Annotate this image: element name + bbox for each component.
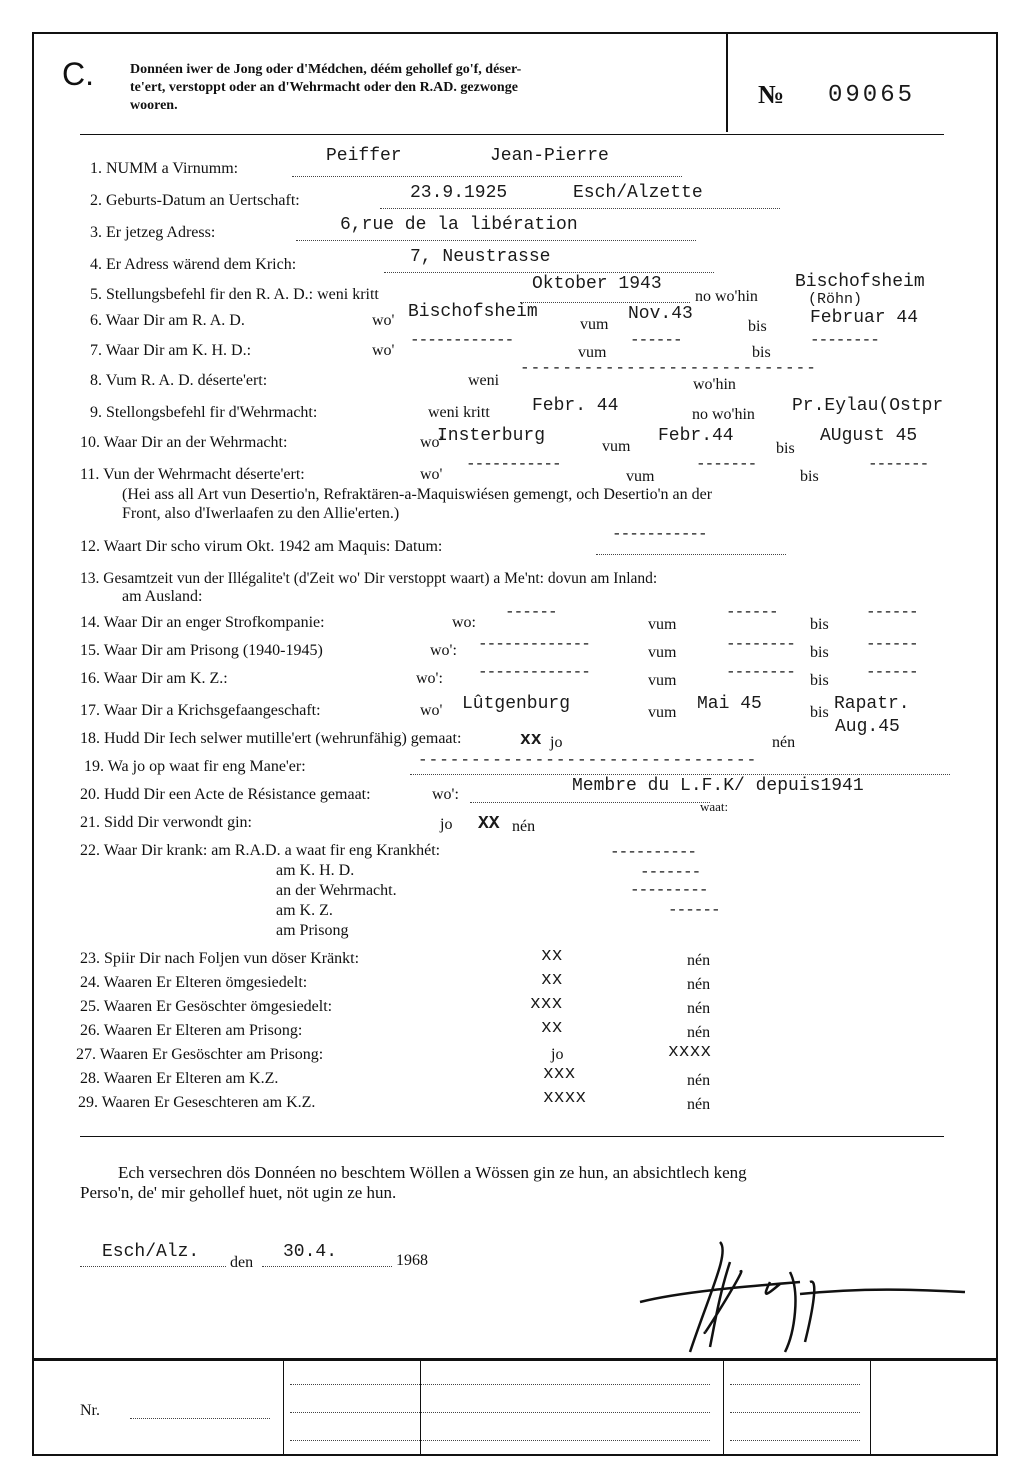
rule-line bbox=[870, 1360, 871, 1456]
rad-place: Bischofsheim bbox=[408, 302, 538, 322]
row13-label-2: am Ausland: bbox=[122, 588, 203, 605]
dotted-line bbox=[296, 240, 696, 241]
row11-where: ----------- bbox=[466, 455, 561, 473]
row7-wo: wo' bbox=[372, 342, 395, 359]
row27-nen: xxxx bbox=[668, 1042, 712, 1062]
row7-vum: vum bbox=[578, 344, 607, 361]
row21-nen: nén bbox=[512, 818, 536, 835]
row14-vum: vum bbox=[648, 616, 677, 633]
header-title-2: te'ert, verstoppt oder an d'Wehrmacht oder den R.AD. gezwonge bbox=[130, 80, 518, 95]
sign-year: 1968 bbox=[396, 1252, 428, 1269]
row7-from: ------ bbox=[630, 331, 682, 349]
resistance-value: Membre du L.F.K/ depuis1941 bbox=[572, 776, 864, 796]
row16-wo: wo': bbox=[416, 670, 443, 687]
row12-value: ----------- bbox=[612, 525, 707, 543]
row8-weni: weni bbox=[468, 372, 500, 389]
row28-nen: nén bbox=[687, 1072, 711, 1089]
row22-label: 22. Waar Dir krank: am R.A.D. a waat fir eng Krankhét: bbox=[80, 842, 441, 859]
row19-label: 19. Wa jo op waat fir eng Mane'er: bbox=[84, 758, 306, 775]
row17-label: 17. Waar Dir a Krichsgefaangeschaft: bbox=[80, 702, 321, 719]
form-number: 09065 bbox=[828, 82, 916, 109]
row28-jo: xxx bbox=[543, 1064, 576, 1084]
row16-vum: vum bbox=[648, 672, 677, 689]
row7-bis: bis bbox=[752, 344, 771, 361]
firstname-value: Jean-Pierre bbox=[490, 146, 609, 166]
row10-bis: bis bbox=[776, 440, 795, 457]
row11-note-2: Front, also d'Iwerlaafen zu den Allie'erten.) bbox=[122, 505, 400, 522]
row22-sub-kz: am K. Z. bbox=[276, 902, 333, 919]
row17-vum: vum bbox=[648, 704, 677, 721]
row6-wo: wo' bbox=[372, 312, 395, 329]
pow-place: Lûtgenburg bbox=[462, 694, 571, 714]
row6-bis: bis bbox=[748, 318, 767, 335]
row23-label: 23. Spiir Dir nach Foljen vun döser Kränkt: bbox=[80, 950, 360, 967]
dotted-line bbox=[290, 1412, 710, 1413]
row18-jo: jo bbox=[550, 734, 563, 751]
row17-bis: bis bbox=[810, 704, 829, 721]
dotted-line bbox=[410, 774, 950, 775]
row27-jo: jo bbox=[551, 1046, 564, 1063]
row14-to: ------ bbox=[866, 603, 918, 621]
rad-to: Februar 44 bbox=[810, 308, 919, 328]
surname-value: Peiffer bbox=[326, 146, 402, 166]
row18-nen: nén bbox=[772, 734, 796, 751]
current-address-value: 6,rue de la libération bbox=[340, 215, 578, 235]
row10-vum: vum bbox=[602, 438, 631, 455]
rad-from: Nov.43 bbox=[628, 304, 693, 324]
dotted-line bbox=[130, 1418, 270, 1419]
rule-line bbox=[723, 1360, 724, 1456]
dotted-line bbox=[292, 176, 682, 177]
row5-label: 5. Stellungsbefehl fir den R. A. D.: weni kritt bbox=[90, 286, 379, 303]
row16-bis: bis bbox=[810, 672, 829, 689]
row22-value-wehrmacht: --------- bbox=[630, 881, 708, 899]
header-rule bbox=[80, 134, 944, 135]
pow-from: Mai 45 bbox=[697, 694, 762, 714]
row15-wo: wo': bbox=[430, 642, 457, 659]
row16-label: 16. Waar Dir am K. Z.: bbox=[80, 670, 228, 687]
wehrmacht-place: Insterburg bbox=[437, 426, 546, 446]
row11-vum: vum bbox=[626, 468, 655, 485]
row17-wo: wo' bbox=[420, 702, 443, 719]
row22-value-khd: ------- bbox=[640, 863, 701, 881]
row22-value-kz: ------ bbox=[668, 901, 720, 919]
dotted-line bbox=[80, 1266, 226, 1267]
row21-mark: XX bbox=[478, 814, 500, 834]
dotted-line bbox=[290, 1384, 710, 1385]
row24-label: 24. Waaren Er Elteren ömgesiedelt: bbox=[80, 974, 308, 991]
row27-label: 27. Waaren Er Gesöschter am Prisong: bbox=[76, 1046, 324, 1063]
row26-jo: xx bbox=[541, 1018, 563, 1038]
row15-label: 15. Waar Dir am Prisong (1940-1945) bbox=[80, 642, 323, 659]
row19-value: -------------------------------- bbox=[418, 751, 758, 769]
number-sign: № bbox=[758, 80, 785, 109]
row18-mark: xx bbox=[520, 730, 542, 750]
row25-jo: xxx bbox=[530, 994, 563, 1014]
header-title-3: wooren. bbox=[130, 98, 178, 113]
dotted-line bbox=[730, 1384, 860, 1385]
row20-waat: waat: bbox=[700, 799, 729, 814]
rad-order-date: Oktober 1943 bbox=[532, 274, 662, 294]
row15-to: ------ bbox=[866, 635, 918, 653]
row10-label: 10. Waar Dir an der Wehrmacht: bbox=[80, 434, 288, 451]
row26-nen: nén bbox=[687, 1024, 711, 1041]
row15-vum: vum bbox=[648, 644, 677, 661]
rule-line bbox=[420, 1360, 421, 1456]
row23-nen: nén bbox=[687, 952, 711, 969]
dotted-line bbox=[290, 1440, 710, 1441]
row29-jo: xxxx bbox=[543, 1088, 587, 1108]
row9-wohin: no wo'hin bbox=[692, 406, 755, 423]
dotted-line bbox=[730, 1440, 860, 1441]
section-letter: C. bbox=[62, 56, 94, 92]
row20-label: 20. Hudd Dir een Acte de Résistance gemaat: bbox=[80, 786, 371, 803]
row7-where: ------------ bbox=[410, 331, 514, 349]
row8-label: 8. Vum R. A. D. déserte'ert: bbox=[90, 372, 268, 389]
row14-label: 14. Waar Dir an enger Strofkompanie: bbox=[80, 614, 325, 631]
dotted-line bbox=[384, 272, 714, 273]
row11-from: ------- bbox=[696, 455, 757, 473]
wehrmacht-from: Febr.44 bbox=[658, 426, 734, 446]
sign-place: Esch/Alz. bbox=[102, 1242, 200, 1262]
dotted-line bbox=[596, 554, 786, 555]
row29-label: 29. Waaren Er Geseschteren am K.Z. bbox=[78, 1094, 316, 1111]
row28-label: 28. Waaren Er Elteren am K.Z. bbox=[80, 1070, 279, 1087]
header-divider bbox=[726, 34, 728, 132]
row24-jo: xx bbox=[541, 970, 563, 990]
signature bbox=[620, 1232, 970, 1362]
pow-to: Rapatr. bbox=[834, 694, 910, 714]
row7-label: 7. Waar Dir am K. H. D.: bbox=[90, 342, 252, 359]
row20-wo: wo': bbox=[432, 786, 459, 803]
row7-to: -------- bbox=[810, 331, 879, 349]
row11-note-1: (Hei ass all Art vun Desertio'n, Refraktären-a-Maquiswiésen gemengt, och Desertio'n an der bbox=[122, 486, 713, 503]
row16-to: ------ bbox=[866, 663, 918, 681]
row3-label: 3. Er jetzeg Adress: bbox=[90, 224, 216, 241]
row22-value-rad: ---------- bbox=[610, 843, 697, 861]
row24-nen: nén bbox=[687, 976, 711, 993]
row23-jo: xx bbox=[541, 946, 563, 966]
row9-label: 9. Stellongsbefehl fir d'Wehrmacht: bbox=[90, 404, 318, 421]
rad-order-place: Bischofsheim bbox=[795, 272, 925, 292]
declaration-line-2: Perso'n, de' mir gehollef huet, nöt ugin ze hun. bbox=[80, 1183, 397, 1202]
row15-from: -------- bbox=[726, 635, 795, 653]
row8-wohin: wo'hin bbox=[693, 376, 736, 393]
row14-where: ------ bbox=[505, 603, 557, 621]
wehrmacht-order-place: Pr.Eylau(Ostpr bbox=[792, 396, 944, 416]
rule-line bbox=[283, 1360, 284, 1456]
pow-to-2: Aug.45 bbox=[835, 717, 900, 737]
row11-label: 11. Vun der Wehrmacht déserte'ert: bbox=[80, 466, 305, 483]
row16-where: ------------- bbox=[478, 663, 590, 681]
war-address-value: 7, Neustrasse bbox=[410, 247, 551, 267]
row1-label: 1. NUMM a Virnumm: bbox=[90, 160, 239, 177]
row14-from: ------ bbox=[726, 603, 778, 621]
header-title-1: Donnéen iwer de Jong oder d'Médchen, déém gehollef go'f, déser- bbox=[130, 62, 522, 77]
footer-rule bbox=[34, 1358, 996, 1361]
row6-vum: vum bbox=[580, 316, 609, 333]
row25-label: 25. Waaren Er Gesöschter ömgesiedelt: bbox=[80, 998, 333, 1015]
row9-weni: weni kritt bbox=[428, 404, 490, 421]
row14-wo: wo: bbox=[452, 614, 476, 631]
row10-wo: wo' bbox=[420, 434, 443, 451]
row15-bis: bis bbox=[810, 644, 829, 661]
row22-sub-wehrmacht: an der Wehrmacht. bbox=[276, 882, 397, 899]
row21-jo: jo bbox=[440, 816, 453, 833]
row16-from: -------- bbox=[726, 663, 795, 681]
dotted-line bbox=[380, 208, 780, 209]
row6-label: 6. Waar Dir am R. A. D. bbox=[90, 312, 245, 329]
row15-where: ------------- bbox=[478, 635, 590, 653]
row25-nen: nén bbox=[687, 1000, 711, 1017]
declaration-line-1: Ech versechren dös Donnéen no beschtem Wöllen a Wössen gin ze hun, an absichtlech keng bbox=[118, 1163, 747, 1182]
rad-order-place-2: (Röhn) bbox=[808, 291, 863, 308]
row21-label: 21. Sidd Dir verwondt gin: bbox=[80, 814, 252, 831]
sign-den: den bbox=[230, 1254, 254, 1271]
row14-bis: bis bbox=[810, 616, 829, 633]
row13-label: 13. Gesamtzeit vun der Illégalite't (d'Zeit wo' Dir verstoppt waart) a Me'nt: dovun am Inland: bbox=[80, 570, 658, 587]
row22-sub-khd: am K. H. D. bbox=[276, 862, 355, 879]
birth-place-value: Esch/Alzette bbox=[573, 183, 703, 203]
footer-nr-label: Nr. bbox=[80, 1402, 100, 1419]
row18-label: 18. Hudd Dir Iech selwer mutille'ert (wehrunfähig) gemaat: bbox=[80, 730, 462, 747]
row8-value: ---------------------------- bbox=[520, 359, 817, 377]
row22-sub-prisong: am Prisong bbox=[276, 922, 349, 939]
sign-date: 30.4. bbox=[283, 1242, 338, 1262]
wehrmacht-to: AUgust 45 bbox=[820, 426, 918, 446]
dotted-line bbox=[262, 1266, 392, 1267]
row26-label: 26. Waaren Er Elteren am Prisong: bbox=[80, 1022, 303, 1039]
dotted-line bbox=[730, 1412, 860, 1413]
row4-label: 4. Er Adress wärend dem Krich: bbox=[90, 256, 297, 273]
dotted-line bbox=[470, 802, 710, 803]
row29-nen: nén bbox=[687, 1096, 711, 1113]
section-rule bbox=[80, 1136, 944, 1137]
row2-label: 2. Geburts-Datum an Uertschaft: bbox=[90, 192, 300, 209]
wehrmacht-order-date: Febr. 44 bbox=[532, 396, 619, 416]
row11-to: ------- bbox=[868, 455, 929, 473]
row5-wohin: no wo'hin bbox=[695, 288, 758, 305]
birth-date-value: 23.9.1925 bbox=[410, 183, 508, 203]
dotted-line bbox=[520, 302, 690, 303]
row12-label: 12. Waart Dir scho virum Okt. 1942 am Maquis: Datum: bbox=[80, 538, 443, 555]
row11-bis: bis bbox=[800, 468, 819, 485]
row11-wo: wo' bbox=[420, 466, 443, 483]
